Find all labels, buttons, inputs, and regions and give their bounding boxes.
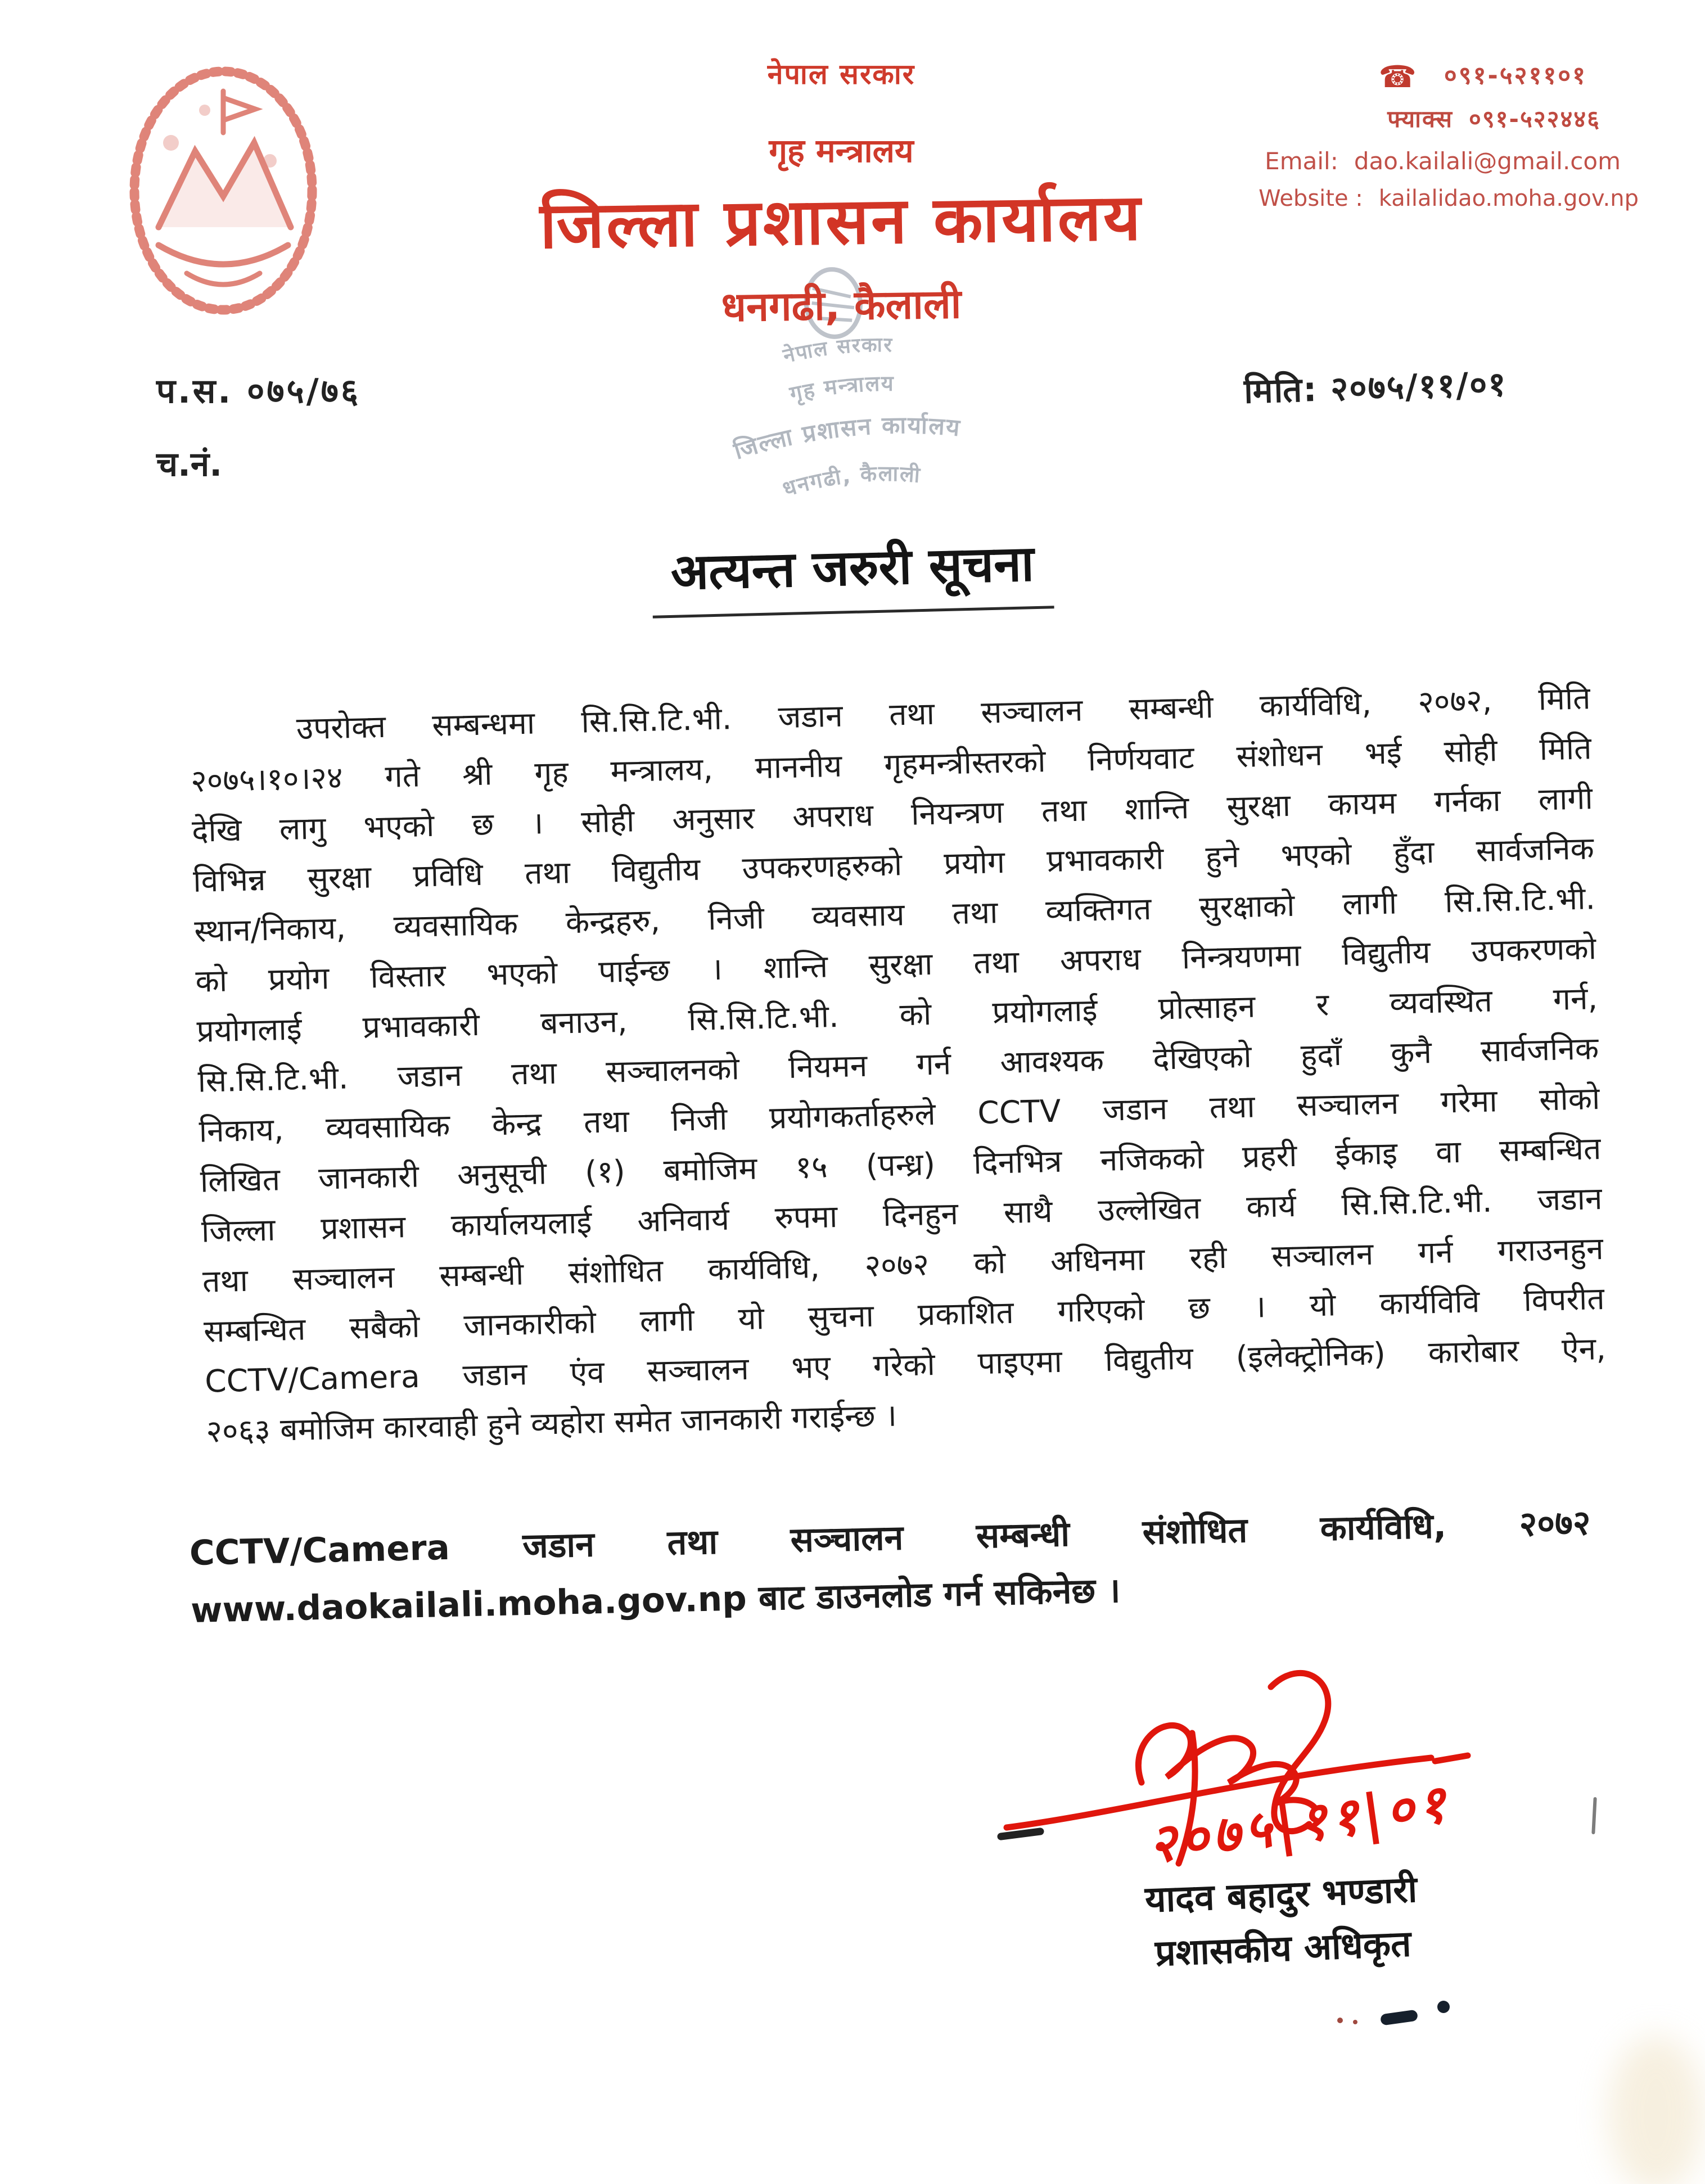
header-office-title: जिल्ला प्रशासन कार्यालय <box>539 179 1143 263</box>
contact-phone-row <box>1379 57 1587 94</box>
body-line: प्रयोगलाई प्रभावकारी बनाउन, सि.सि.टि.भी. को प्रयोगलाई प्रोत्साहन र व्यवस्थित गर्न, <box>196 980 1598 1049</box>
stamp-line: धनगढी, कैलाली <box>779 461 922 502</box>
contact-email-row <box>1265 147 1621 175</box>
email-label: Email: <box>1265 147 1338 175</box>
fax-number: ०९१-५२२४४६ <box>1469 105 1600 133</box>
phone-number: ०९१-५२११०१ <box>1444 61 1587 90</box>
website-address: kailalidao.moha.gov.np <box>1378 186 1639 211</box>
body-paragraph-2 <box>189 1495 1593 1640</box>
ink-blot <box>1353 2020 1357 2024</box>
nepal-emblem-logo <box>119 58 327 323</box>
ref-number-row <box>156 367 360 413</box>
ref-number-value: ०७५/७६ <box>247 372 361 411</box>
ink-blot <box>1380 2010 1418 2026</box>
body-line: सम्बन्धित सबैको जानकारीको लागी यो सुचना प्रकाशित गरिएको छ । यो कार्यविवि विपरीत <box>203 1280 1605 1350</box>
signer-block <box>1056 1860 1509 1985</box>
email-address: dao.kailali@gmail.com <box>1354 147 1621 175</box>
contact-website-row <box>1259 186 1639 211</box>
body-line: CCTV/Camera जडान तथा सञ्चालन सम्बन्धी संशोधित कार्यविधि, २०७२ <box>189 1502 1591 1573</box>
header-location: धनगढी, कैलाली <box>721 280 962 331</box>
body-paragraph-1 <box>189 673 1608 1456</box>
stamp-line: गृह मन्त्रालय <box>787 371 895 407</box>
fax-label: फ्याक्स <box>1387 105 1453 133</box>
body-line: CCTV/Camera जडान एंव सञ्चालन भए गरेको पाइएमा विद्युतीय (इलेक्ट्रोनिक) कारोबार ऐन, <box>204 1330 1607 1400</box>
letter-date-row <box>1243 359 1508 413</box>
body-line: देखि लागु भएको छ । सोही अनुसार अपराध नियन्त्रण तथा शान्ति सुरक्षा कायम गर्नका लागी <box>191 780 1594 849</box>
svg-text:गृह मन्त्रालय <box>787 368 897 408</box>
dispatch-number-label: च.नं. <box>156 445 222 484</box>
body-line: लिखित जानकारी अनुसूची (१) बमोजिम १५ (पन्ध्र) दिनभित्र नजिकको प्रहरी ईकाइ वा सम्बन्धित <box>200 1130 1602 1199</box>
date-value: २०७५/११/०१ <box>1330 364 1508 409</box>
svg-text:जिल्ला प्रशासन कार्यालय <box>729 402 965 466</box>
body-line: स्थान/निकाय, व्यवसायिक केन्द्रहरु, निजी व्यवसाय तथा व्यक्तिगत सुरक्षाको लागी सि.सि.टि.भी. <box>193 880 1596 949</box>
title-row <box>0 532 1705 613</box>
body-line: को प्रयोग विस्तार भएको पाईन्छ । शान्ति सुरक्षा तथा अपराध निन्त्रयणमा विद्युतीय उपकरणको <box>195 930 1597 999</box>
body-line: २०७५।१०।२४ गते श्री गृह मन्त्रालय, माननीय गृहमन्त्रीस्तरको निर्णयवाट संशोधन भई सोही मिति <box>190 730 1593 799</box>
body-line: www.daokailali.moha.gov.np बाट डाउनलोड गर्न सकिनेछ । <box>190 1570 1121 1631</box>
body-line: निकाय, व्यवसायिक केन्द्र तथा निजी प्रयोगकर्ताहरुले CCTV जडान तथा सञ्चालन गरेमा सोको <box>199 1080 1600 1149</box>
header-ministry: गृह मन्त्रालय <box>769 132 914 170</box>
website-label: Website : <box>1259 186 1363 211</box>
stamp-line: नेपाल सरकार <box>781 333 894 368</box>
page-title: अत्यन्त जरुरी सूचना <box>651 527 1054 618</box>
ref-number-label: प.स. <box>156 372 233 411</box>
header-government: नेपाल सरकार <box>767 58 915 91</box>
body-line: विभिन्न सुरक्षा प्रविधि तथा विद्युतीय उपकरणहरुको प्रयोग प्रभावकारी हुने भएको हुँदा सार्वजनिक <box>192 830 1595 899</box>
signer-designation: प्रशासकीय अधिकृत <box>1154 1923 1412 1975</box>
signature-date: २०७५|११|०१ <box>1144 1772 1454 1876</box>
body-line: तथा सञ्चालन सम्बन्धी संशोधित कार्यविधि, २०७२ को अधिनमा रही सञ्चालन गर्न गराउनहुन <box>202 1230 1604 1299</box>
ink-blot <box>1437 2001 1450 2013</box>
date-label: मिति: <box>1243 369 1319 412</box>
body-line: सि.सि.टि.भी. जडान तथा सञ्चालनको नियमन गर्न आवश्यक देखिएको हुदाँ कुनै सार्वजनिक <box>197 1030 1599 1099</box>
signer-name: यादव बहादुर भण्डारी <box>1144 1869 1418 1921</box>
telephone-icon: ☎ <box>1378 59 1418 94</box>
ink-blot <box>1337 2018 1343 2023</box>
contact-fax-row <box>1387 102 1600 134</box>
body-line: २०६३ बमोजिम कारवाही हुने व्यहोरा समेत जानकारी गराईन्छ । <box>205 1397 897 1450</box>
scan-smudge <box>1608 2036 1704 2184</box>
stamp-line: जिल्ला प्रशासन कार्यालय <box>730 411 962 465</box>
body-line: जिल्ला प्रशासन कार्यालयलाई अनिवार्य रुपमा दिनहुन साथै उल्लेखित कार्य सि.सि.टि.भी. जडान <box>201 1180 1603 1249</box>
body-line: उपरोक्त सम्बन्धमा सि.सि.टि.भी. जडान तथा सञ्चालन सम्बन्धी कार्यविधि, २०७२, मिति <box>296 680 1591 747</box>
svg-text:धनगढी, कैलाली <box>779 455 924 502</box>
ink-blot <box>1591 1797 1596 1834</box>
